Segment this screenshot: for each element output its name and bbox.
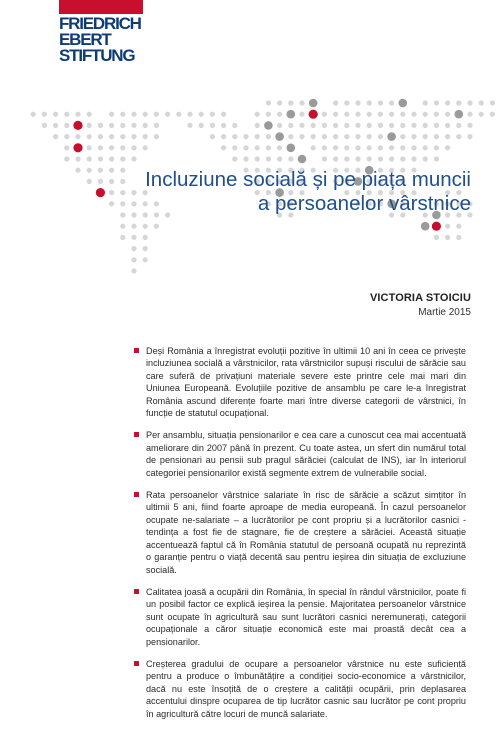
- map-dot: [31, 112, 36, 117]
- map-dot: [64, 145, 69, 150]
- map-dot: [445, 235, 450, 240]
- logo-red-bar: [59, 0, 143, 14]
- map-dot: [355, 112, 360, 117]
- map-dot: [221, 134, 226, 139]
- map-dot: [378, 100, 383, 105]
- map-dot: [378, 145, 383, 150]
- map-dot: [367, 145, 372, 150]
- bullet-item: [134, 586, 466, 648]
- map-dot: [456, 224, 461, 229]
- map-dot: [389, 100, 394, 105]
- map-dot: [64, 123, 69, 128]
- map-dot: [467, 112, 472, 117]
- map-dot: [232, 123, 237, 128]
- map-dot: [378, 156, 383, 161]
- map-dot: [131, 268, 136, 273]
- logo-line-3: STIFTUNG: [59, 46, 135, 65]
- map-dot: [75, 156, 80, 161]
- map-dot: [255, 112, 260, 117]
- map-dot: [288, 156, 293, 161]
- map-dot: [367, 100, 372, 105]
- map-dot: [322, 134, 327, 139]
- map-dot: [400, 145, 405, 150]
- map-dot: [467, 134, 472, 139]
- map-dot: [176, 112, 181, 117]
- map-dot: [367, 123, 372, 128]
- map-dot: [187, 112, 192, 117]
- red-square-bullet-icon: [134, 432, 139, 437]
- map-dot: [423, 112, 428, 117]
- map-dot: [378, 134, 383, 139]
- map-dot: [387, 132, 396, 141]
- map-dot: [255, 156, 260, 161]
- map-dot: [255, 145, 260, 150]
- map-dot: [288, 134, 293, 139]
- map-dot: [266, 156, 271, 161]
- map-dot: [221, 123, 226, 128]
- map-dot: [344, 123, 349, 128]
- map-dot: [131, 156, 136, 161]
- map-dot: [131, 235, 136, 240]
- map-dot: [210, 134, 215, 139]
- map-dot: [131, 145, 136, 150]
- map-dot: [232, 156, 237, 161]
- map-dot: [333, 145, 338, 150]
- map-dot: [355, 100, 360, 105]
- map-dot: [154, 123, 159, 128]
- map-dot: [389, 123, 394, 128]
- map-dot: [355, 134, 360, 139]
- map-dot: [266, 134, 271, 139]
- map-dot: [311, 145, 316, 150]
- map-dot: [131, 257, 136, 262]
- map-dot: [221, 145, 226, 150]
- map-dot: [98, 145, 103, 150]
- map-dot: [355, 145, 360, 150]
- map-dot: [378, 112, 383, 117]
- map-dot: [143, 123, 148, 128]
- map-dot: [299, 112, 304, 117]
- map-dot: [309, 99, 318, 108]
- map-dot: [264, 121, 273, 130]
- map-dot: [389, 145, 394, 150]
- map-dot: [87, 156, 92, 161]
- map-dot: [143, 224, 148, 229]
- map-dot: [322, 112, 327, 117]
- map-dot: [120, 112, 125, 117]
- map-dot: [131, 112, 136, 117]
- bullet-item: [134, 429, 466, 479]
- map-dot: [423, 123, 428, 128]
- map-dot: [109, 145, 114, 150]
- map-dot: [421, 222, 430, 231]
- map-dot: [400, 123, 405, 128]
- bullet-item: [134, 345, 466, 419]
- map-dot: [73, 143, 82, 152]
- map-dot: [445, 224, 450, 229]
- map-dot: [73, 121, 82, 130]
- map-dot: [400, 156, 405, 161]
- map-dot: [455, 110, 464, 119]
- bullet-text: Deși România a înregistrat evoluții pozitive în ultimii 10 ani în ceea ce privește incluziunea socială a vârstnicilor, rata vârstnicilor supuși riscului de sărăcie sau care suferă de privațiuni materiale severe este printre cele mai mari din Uniunea Europeană. Evoluțiile pozitive de ansamblu pe care le-a înregistrat România ascund diferențe foarte mari între diverse categorii de vârstnici, în funcție de statutul ocupațional.: [146, 346, 466, 419]
- map-dot: [53, 134, 58, 139]
- map-dot: [42, 112, 47, 117]
- map-dot: [131, 246, 136, 251]
- map-dot: [154, 134, 159, 139]
- map-dot: [199, 123, 204, 128]
- map-dot: [199, 112, 204, 117]
- map-dot: [64, 112, 69, 117]
- map-dot: [344, 112, 349, 117]
- map-dot: [344, 145, 349, 150]
- map-dot: [143, 145, 148, 150]
- bullet-text: Per ansamblu, situația pensionarilor e cea care a cunoscut cea mai accentuată ameliorare din 2007 până în prezent. Cu toate astea, un sfert din numărul total de pensionari au pensii sub pragul sărăciei (calculat de INS), iar în interiorul categoriei pensionarilor există segmente extrem de vulnerabile social.: [146, 430, 466, 478]
- map-dot: [266, 145, 271, 150]
- map-dot: [333, 123, 338, 128]
- map-dot: [378, 123, 383, 128]
- map-dot: [445, 112, 450, 117]
- map-dot: [64, 134, 69, 139]
- map-dot: [344, 100, 349, 105]
- red-square-bullet-icon: [134, 492, 139, 497]
- map-dot: [275, 132, 284, 141]
- map-dot: [255, 123, 260, 128]
- map-dot: [75, 112, 80, 117]
- bullet-text: Rata persoanelor vârstnice salariate în risc de sărăcie a scăzut simțitor în ultimii 5 ani, fiind foarte aproape de media europeană. În cazul persoanelor ocupate ne-salariate – a lucrătorilor pe cont propriu și a lucrătorilor casnici - tendința a fost fie de stagnare, fie de creștere a sărăciei. Această situație accentuează faptul că în România statutul de persoană ocupată nu reprezintă o garanție pentru o viață decentă sau pentru ieșirea din situația de excluziune socială.: [146, 490, 466, 575]
- map-dot: [221, 112, 226, 117]
- map-dot: [411, 112, 416, 117]
- map-dot: [288, 123, 293, 128]
- bullet-item: [134, 489, 466, 576]
- map-dot: [120, 224, 125, 229]
- map-dot: [423, 134, 428, 139]
- map-dot: [456, 123, 461, 128]
- map-dot: [389, 156, 394, 161]
- map-dot: [298, 155, 307, 164]
- map-dot: [143, 112, 148, 117]
- map-dot: [165, 112, 170, 117]
- map-dot: [411, 145, 416, 150]
- map-dot: [311, 123, 316, 128]
- map-dot: [299, 100, 304, 105]
- bullet-text: Creșterea gradului de ocupare a persoanelor vârstnice nu este suficientă pentru a produce o îmbunătățire a condiției socio-economice a vârstnicilor, dacă nu este însoțită de o creștere a calității ocupării, prin deplasarea accentului dinspre ocuparea de tip lucrător casnic sau lucrător pe cont propriu în agricultură către locuri de muncă salariate.: [146, 658, 466, 719]
- map-dot: [333, 134, 338, 139]
- map-dot: [400, 134, 405, 139]
- map-dot: [355, 123, 360, 128]
- map-dot: [243, 145, 248, 150]
- map-dot: [456, 134, 461, 139]
- map-dot: [109, 134, 114, 139]
- map-dot: [423, 145, 428, 150]
- map-dot: [333, 100, 338, 105]
- map-dot: [434, 235, 439, 240]
- map-dot: [322, 123, 327, 128]
- map-dot: [210, 112, 215, 117]
- map-dot: [120, 235, 125, 240]
- map-dot: [120, 145, 125, 150]
- map-dot: [288, 100, 293, 105]
- map-dot: [322, 156, 327, 161]
- map-dot: [434, 100, 439, 105]
- map-dot: [333, 156, 338, 161]
- map-dot: [434, 145, 439, 150]
- map-dot: [389, 112, 394, 117]
- map-dot: [423, 100, 428, 105]
- map-dot: [98, 123, 103, 128]
- map-dot: [445, 145, 450, 150]
- map-dot: [277, 100, 282, 105]
- map-dot: [87, 145, 92, 150]
- publication-date: Martie 2015: [418, 307, 471, 318]
- map-dot: [355, 156, 360, 161]
- map-dot: [53, 112, 58, 117]
- map-dot: [287, 144, 296, 153]
- map-dot: [411, 156, 416, 161]
- map-dot: [243, 156, 248, 161]
- map-dot: [277, 112, 282, 117]
- map-dot: [344, 156, 349, 161]
- map-dot: [367, 112, 372, 117]
- map-dot: [154, 112, 159, 117]
- map-dot: [434, 134, 439, 139]
- map-dot: [87, 112, 92, 117]
- red-square-bullet-icon: [134, 348, 139, 353]
- map-dot: [109, 156, 114, 161]
- map-dot: [445, 123, 450, 128]
- map-dot: [299, 134, 304, 139]
- title-line-2: a persoanelor vârstnice: [257, 192, 471, 215]
- map-dot: [131, 134, 136, 139]
- map-dot: [456, 100, 461, 105]
- map-dot: [479, 100, 484, 105]
- map-dot: [445, 134, 450, 139]
- bullet-item: [134, 658, 466, 720]
- map-dot: [490, 112, 495, 117]
- map-dot: [120, 156, 125, 161]
- map-dot: [187, 123, 192, 128]
- map-dot: [42, 123, 47, 128]
- map-dot: [445, 100, 450, 105]
- foundation-logo: [59, 16, 154, 64]
- logo-line-1: FRIEDRICH: [59, 14, 141, 33]
- map-dot: [467, 100, 472, 105]
- map-dot: [309, 110, 318, 119]
- map-dot: [131, 123, 136, 128]
- map-dot: [287, 110, 296, 119]
- map-dot: [467, 123, 472, 128]
- map-dot: [333, 112, 338, 117]
- map-dot: [434, 112, 439, 117]
- map-dot: [266, 112, 271, 117]
- map-dot: [154, 224, 159, 229]
- map-dot: [120, 134, 125, 139]
- map-dot: [210, 123, 215, 128]
- map-dot: [277, 123, 282, 128]
- map-dot: [232, 134, 237, 139]
- map-dot: [98, 134, 103, 139]
- map-dot: [311, 134, 316, 139]
- map-dot: [64, 156, 69, 161]
- map-dot: [87, 123, 92, 128]
- map-dot: [434, 123, 439, 128]
- title-line-1: Incluziune socială și pe piața muncii: [145, 168, 471, 191]
- map-dot: [322, 145, 327, 150]
- document-title: [71, 168, 471, 216]
- map-dot: [400, 112, 405, 117]
- map-dot: [143, 134, 148, 139]
- map-dot: [109, 123, 114, 128]
- red-square-bullet-icon: [134, 589, 139, 594]
- map-dot: [143, 235, 148, 240]
- map-dot: [432, 222, 441, 231]
- map-dot: [423, 156, 428, 161]
- map-dot: [367, 156, 372, 161]
- map-dot: [299, 123, 304, 128]
- map-dot: [87, 134, 92, 139]
- map-dot: [255, 134, 260, 139]
- map-dot: [243, 134, 248, 139]
- map-dot: [344, 134, 349, 139]
- map-dot: [53, 123, 58, 128]
- map-dot: [98, 156, 103, 161]
- map-dot: [277, 145, 282, 150]
- map-dot: [143, 246, 148, 251]
- map-dot: [131, 224, 136, 229]
- map-dot: [75, 134, 80, 139]
- map-dot: [456, 235, 461, 240]
- red-square-bullet-icon: [134, 661, 139, 666]
- map-dot: [367, 134, 372, 139]
- map-dot: [411, 134, 416, 139]
- map-dot: [399, 99, 408, 108]
- map-dot: [434, 156, 439, 161]
- bullet-text: Calitatea joasă a ocupării din România, în special în rândul vârstnicilor, poate fi un posibil factor ce explică ieșirea la pensie. Majoritatea persoanelor vârstnice sunt ocupate în agricultură sau sunt lucrători casnici neremunerați, categorii ocupaționale a căror situație economică este mai proastă decât cea a pensionarilor.: [146, 586, 466, 647]
- summary-bullets: [134, 345, 466, 730]
- map-dot: [479, 112, 484, 117]
- author-name: VICTORIA STOICIU: [369, 292, 471, 304]
- map-dot: [277, 156, 282, 161]
- map-dot: [143, 257, 148, 262]
- logo-line-2: EBERT: [59, 30, 111, 49]
- map-dot: [120, 123, 125, 128]
- map-dot: [232, 145, 237, 150]
- map-dot: [266, 100, 271, 105]
- map-dot: [411, 123, 416, 128]
- map-dot: [490, 100, 495, 105]
- map-dot: [109, 112, 114, 117]
